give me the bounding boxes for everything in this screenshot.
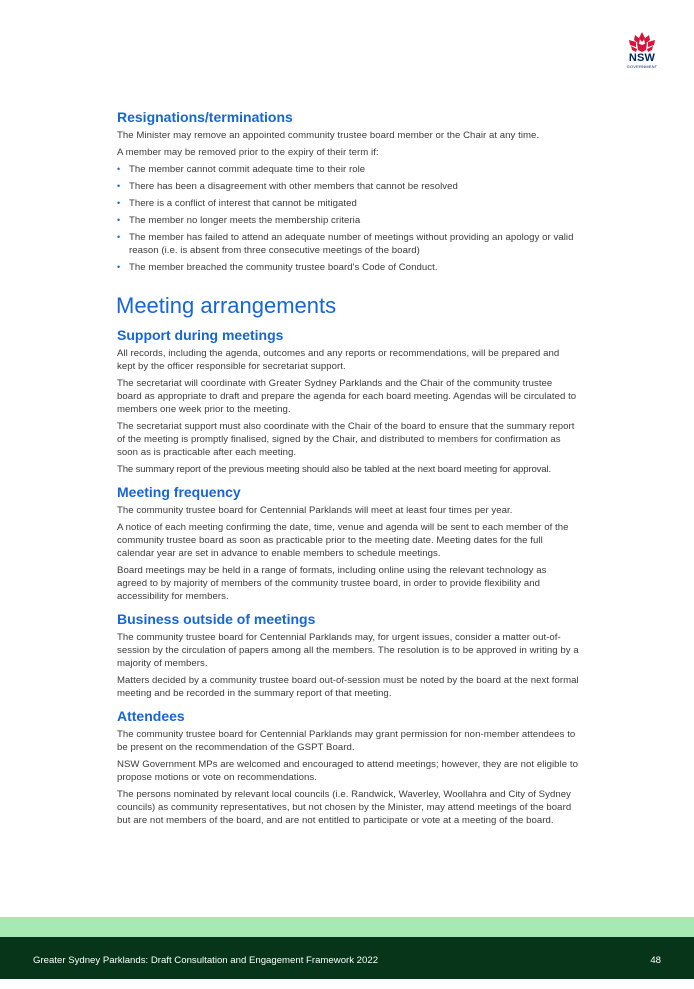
list-item — [117, 180, 579, 193]
logo-nsw-label: NSW — [628, 52, 656, 64]
business-paragraph: Matters decided by a community trustee board out-of-session must be noted by the board at the next formal meeting and be recorded in the summary report of that meeting. — [117, 675, 579, 699]
page-content — [117, 108, 579, 831]
support-heading: Support during meetings — [117, 327, 284, 343]
frequency-paragraph: A notice of each meeting confirming the date, time, venue and agenda will be sent to each member of the community trustee board as soon as practicable prior to the meeting date. Meeting dates for the full calendar year are set in advance to enable members to schedule meetings. — [117, 522, 569, 559]
list-item-text: The member has failed to attend an adequate number of meetings without providing an apology or valid reason (i.e. is absent from three consecutive meetings of the board) — [129, 232, 574, 256]
attendees-heading: Attendees — [117, 708, 185, 724]
support-paragraph: The secretariat will coordinate with Greater Sydney Parklands and the Chair of the community trustee board as appropriate to draft and prepare the agenda for each board meeting. Agendas will be circulated to members one week prior to the meeting. — [117, 378, 577, 415]
support-paragraph: The summary report of the previous meeting should also be tabled at the next board meeting for approval. — [117, 464, 551, 475]
footer-page-number: 48 — [650, 955, 661, 966]
bullet-icon: • — [117, 215, 121, 225]
list-item-text: The member no longer meets the membership criteria — [129, 215, 361, 226]
attendees-paragraph: The persons nominated by relevant local councils (i.e. Randwick, Waverley, Woollahra and City of Sydney councils) as community representatives, but not chosen by the Minister, may attend meetings of the board but are not members of the board, and are not entitled to participate or vote at a meeting of the board. — [117, 789, 572, 826]
bullet-icon: • — [117, 198, 121, 208]
list-item — [117, 214, 579, 227]
business-heading: Business outside of meetings — [117, 611, 316, 627]
frequency-paragraph: The community trustee board for Centennial Parklands will meet at least four times per year. — [117, 505, 513, 516]
frequency-heading: Meeting frequency — [117, 484, 241, 500]
footer-document-title: Greater Sydney Parklands: Draft Consultation and Engagement Framework 2022 — [33, 955, 379, 966]
resignations-heading: Resignations/terminations — [117, 109, 293, 125]
attendees-paragraph: The community trustee board for Centennial Parklands may grant permission for non-member attendees to be present on the recommendation of the GSPT Board. — [117, 729, 576, 753]
resignations-paragraph-2: A member may be removed prior to the expiry of their term if: — [117, 147, 379, 158]
attendees-paragraph: NSW Government MPs are welcomed and encouraged to attend meetings; however, they are not eligible to propose motions or vote on recommendations. — [117, 759, 578, 783]
meeting-arrangements-heading: Meeting arrangements — [116, 293, 337, 318]
list-item-text: There has been a disagreement with other members that cannot be resolved — [129, 181, 458, 192]
resignations-paragraph-1: The Minister may remove an appointed community trustee board member or the Chair at any time. — [117, 130, 540, 141]
bullet-icon: • — [117, 181, 121, 191]
frequency-paragraph: Board meetings may be held in a range of formats, including online using the relevant technology as agreed to by majority of members of the community trustee board, in order to provide flexibility and accessibility for members. — [117, 565, 547, 602]
bullet-icon: • — [117, 164, 121, 174]
footer-accent-band — [0, 917, 694, 937]
bullet-icon: • — [117, 262, 121, 272]
list-item-text: There is a conflict of interest that cannot be mitigated — [129, 198, 357, 209]
business-paragraph: The community trustee board for Centennial Parklands may, for urgent issues, consider a matter out-of-session by the circulation of papers among all the members. The resolution is to be approved in writing by a majority of members. — [117, 632, 579, 669]
support-paragraph: The secretariat support must also coordinate with the Chair of the board to ensure that the summary report of the meeting is promptly finalised, signed by the Chair, and distributed to members for confirmation as soon as is practicable after each meeting. — [117, 421, 575, 458]
list-item — [117, 163, 579, 176]
list-item — [117, 231, 579, 257]
support-paragraph: All records, including the agenda, outcomes and any reports or recommendations, will be prepared and kept by the officer responsible for secretariat support. — [117, 348, 560, 372]
bullet-icon: • — [117, 232, 121, 242]
list-item — [117, 197, 579, 210]
list-item-text: The member breached the community trustee board's Code of Conduct. — [129, 262, 438, 273]
list-item-text: The member cannot commit adequate time to their role — [129, 164, 366, 175]
logo-government-label: GOVERNMENT — [626, 64, 658, 69]
resignation-reasons-list — [117, 163, 579, 274]
nsw-logo-text — [621, 52, 663, 69]
list-item — [117, 261, 579, 274]
